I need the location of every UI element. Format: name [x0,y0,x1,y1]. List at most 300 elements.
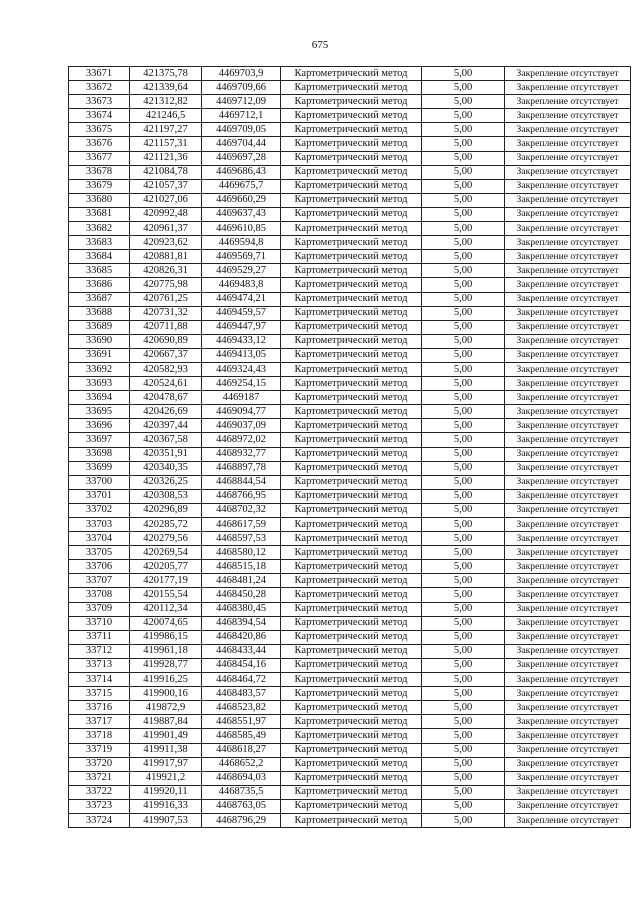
error-cell: 5,00 [422,151,505,165]
fixation-cell: Закрепление отсутствует [505,489,631,503]
y-coordinate-cell: 4468450,28 [202,588,281,602]
point-number-cell: 33687 [69,292,130,306]
page-number: 675 [311,39,329,51]
method-cell: Картометрический метод [281,630,422,644]
error-cell: 5,00 [422,123,505,137]
fixation-cell: Закрепление отсутствует [505,377,631,391]
y-coordinate-cell: 4469610,85 [202,222,281,236]
point-number-cell: 33692 [69,362,130,376]
point-number-cell: 33705 [69,546,130,560]
point-number-cell: 33709 [69,602,130,616]
x-coordinate-cell: 420308,53 [130,489,202,503]
y-coordinate-cell: 4469704,44 [202,137,281,151]
x-coordinate-cell: 421339,64 [130,81,202,95]
y-coordinate-cell: 4468380,45 [202,602,281,616]
point-number-cell: 33711 [69,630,130,644]
point-number-cell: 33675 [69,123,130,137]
fixation-cell: Закрепление отсутствует [505,461,631,475]
x-coordinate-cell: 421027,06 [130,193,202,207]
x-coordinate-cell: 420205,77 [130,560,202,574]
point-number-cell: 33688 [69,306,130,320]
x-coordinate-cell: 419911,38 [130,743,202,757]
x-coordinate-cell: 420826,31 [130,264,202,278]
fixation-cell: Закрепление отсутствует [505,109,631,123]
error-cell: 5,00 [422,503,505,517]
x-coordinate-cell: 421084,78 [130,165,202,179]
method-cell: Картометрический метод [281,109,422,123]
fixation-cell: Закрепление отсутствует [505,475,631,489]
table-row [69,348,631,362]
point-number-cell: 33689 [69,320,130,334]
error-cell: 5,00 [422,109,505,123]
fixation-cell: Закрепление отсутствует [505,687,631,701]
fixation-cell: Закрепление отсутствует [505,602,631,616]
point-number-cell: 33681 [69,207,130,221]
y-coordinate-cell: 4468551,97 [202,715,281,729]
x-coordinate-cell: 419887,84 [130,715,202,729]
table-row [69,785,631,799]
error-cell: 5,00 [422,701,505,715]
fixation-cell: Закрепление отсутствует [505,518,631,532]
table-row [69,813,631,827]
error-cell: 5,00 [422,518,505,532]
fixation-cell: Закрепление отсутствует [505,320,631,334]
method-cell: Картометрический метод [281,67,422,81]
method-cell: Картометрический метод [281,715,422,729]
error-cell: 5,00 [422,278,505,292]
method-cell: Картометрический метод [281,588,422,602]
method-cell: Картометрический метод [281,278,422,292]
fixation-cell: Закрепление отсутствует [505,644,631,658]
error-cell: 5,00 [422,813,505,827]
point-number-cell: 33680 [69,193,130,207]
y-coordinate-cell: 4469094,77 [202,405,281,419]
point-number-cell: 33713 [69,658,130,672]
y-coordinate-cell: 4469686,43 [202,165,281,179]
x-coordinate-cell: 420269,54 [130,546,202,560]
table-row [69,546,631,560]
point-number-cell: 33686 [69,278,130,292]
table-row [69,560,631,574]
fixation-cell: Закрепление отсутствует [505,278,631,292]
y-coordinate-cell: 4468420,86 [202,630,281,644]
error-cell: 5,00 [422,222,505,236]
method-cell: Картометрический метод [281,250,422,264]
x-coordinate-cell: 421312,82 [130,95,202,109]
table-row [69,137,631,151]
y-coordinate-cell: 4469483,8 [202,278,281,292]
point-number-cell: 33698 [69,447,130,461]
method-cell: Картометрический метод [281,433,422,447]
fixation-cell: Закрепление отсутствует [505,264,631,278]
table-row [69,207,631,221]
fixation-cell: Закрепление отсутствует [505,799,631,813]
method-cell: Картометрический метод [281,616,422,630]
point-number-cell: 33718 [69,729,130,743]
point-number-cell: 33716 [69,701,130,715]
table-row [69,489,631,503]
error-cell: 5,00 [422,377,505,391]
fixation-cell: Закрепление отсутствует [505,503,631,517]
table-row [69,630,631,644]
table-row [69,193,631,207]
x-coordinate-cell: 420690,89 [130,334,202,348]
method-cell: Картометрический метод [281,151,422,165]
method-cell: Картометрический метод [281,292,422,306]
fixation-cell: Закрепление отсутствует [505,250,631,264]
point-number-cell: 33710 [69,616,130,630]
table-row [69,377,631,391]
x-coordinate-cell: 419872,9 [130,701,202,715]
method-cell: Картометрический метод [281,207,422,221]
error-cell: 5,00 [422,630,505,644]
table-row [69,109,631,123]
error-cell: 5,00 [422,757,505,771]
point-number-cell: 33703 [69,518,130,532]
method-cell: Картометрический метод [281,447,422,461]
table-row [69,475,631,489]
error-cell: 5,00 [422,560,505,574]
method-cell: Картометрический метод [281,489,422,503]
point-number-cell: 33701 [69,489,130,503]
error-cell: 5,00 [422,644,505,658]
x-coordinate-cell: 420074,65 [130,616,202,630]
fixation-cell: Закрепление отсутствует [505,236,631,250]
y-coordinate-cell: 4469037,09 [202,419,281,433]
error-cell: 5,00 [422,292,505,306]
x-coordinate-cell: 420478,67 [130,391,202,405]
point-number-cell: 33671 [69,67,130,81]
fixation-cell: Закрепление отсутствует [505,306,631,320]
point-number-cell: 33683 [69,236,130,250]
y-coordinate-cell: 4468766,95 [202,489,281,503]
method-cell: Картометрический метод [281,137,422,151]
fixation-cell: Закрепление отсутствует [505,165,631,179]
y-coordinate-cell: 4469447,97 [202,320,281,334]
y-coordinate-cell: 4468735,5 [202,785,281,799]
x-coordinate-cell: 420367,58 [130,433,202,447]
point-number-cell: 33700 [69,475,130,489]
x-coordinate-cell: 420426,69 [130,405,202,419]
table-row [69,658,631,672]
table-row [69,278,631,292]
y-coordinate-cell: 4468897,78 [202,461,281,475]
fixation-cell: Закрепление отсутствует [505,179,631,193]
x-coordinate-cell: 419961,18 [130,644,202,658]
error-cell: 5,00 [422,489,505,503]
table-row [69,715,631,729]
table-row [69,503,631,517]
table-row [69,588,631,602]
point-number-cell: 33690 [69,334,130,348]
table-row [69,95,631,109]
error-cell: 5,00 [422,602,505,616]
table-row [69,799,631,813]
table-row [69,81,631,95]
method-cell: Картометрический метод [281,658,422,672]
method-cell: Картометрический метод [281,673,422,687]
point-number-cell: 33715 [69,687,130,701]
x-coordinate-cell: 420279,56 [130,532,202,546]
error-cell: 5,00 [422,67,505,81]
x-coordinate-cell: 419917,97 [130,757,202,771]
table-row [69,433,631,447]
error-cell: 5,00 [422,348,505,362]
method-cell: Картометрический метод [281,222,422,236]
fixation-cell: Закрепление отсутствует [505,574,631,588]
fixation-cell: Закрепление отсутствует [505,207,631,221]
error-cell: 5,00 [422,461,505,475]
x-coordinate-cell: 419901,49 [130,729,202,743]
fixation-cell: Закрепление отсутствует [505,673,631,687]
x-coordinate-cell: 419986,15 [130,630,202,644]
table-row [69,574,631,588]
fixation-cell: Закрепление отсутствует [505,532,631,546]
fixation-cell: Закрепление отсутствует [505,334,631,348]
y-coordinate-cell: 4468454,16 [202,658,281,672]
point-number-cell: 33682 [69,222,130,236]
y-coordinate-cell: 4469413,05 [202,348,281,362]
y-coordinate-cell: 4469459,57 [202,306,281,320]
table-row [69,123,631,137]
error-cell: 5,00 [422,95,505,109]
y-coordinate-cell: 4469660,29 [202,193,281,207]
x-coordinate-cell: 420992,48 [130,207,202,221]
method-cell: Картометрический метод [281,461,422,475]
method-cell: Картометрический метод [281,771,422,785]
error-cell: 5,00 [422,81,505,95]
method-cell: Картометрический метод [281,165,422,179]
error-cell: 5,00 [422,165,505,179]
y-coordinate-cell: 4468394,54 [202,616,281,630]
fixation-cell: Закрепление отсутствует [505,222,631,236]
point-number-cell: 33720 [69,757,130,771]
y-coordinate-cell: 4468618,27 [202,743,281,757]
point-number-cell: 33674 [69,109,130,123]
error-cell: 5,00 [422,673,505,687]
x-coordinate-cell: 420112,34 [130,602,202,616]
error-cell: 5,00 [422,743,505,757]
y-coordinate-cell: 4469433,12 [202,334,281,348]
fixation-cell: Закрепление отсутствует [505,292,631,306]
table-row [69,306,631,320]
fixation-cell: Закрепление отсутствует [505,560,631,574]
method-cell: Картометрический метод [281,560,422,574]
point-number-cell: 33724 [69,813,130,827]
point-number-cell: 33693 [69,377,130,391]
x-coordinate-cell: 421375,78 [130,67,202,81]
x-coordinate-cell: 421246,5 [130,109,202,123]
fixation-cell: Закрепление отсутствует [505,715,631,729]
x-coordinate-cell: 419928,77 [130,658,202,672]
method-cell: Картометрический метод [281,193,422,207]
method-cell: Картометрический метод [281,348,422,362]
y-coordinate-cell: 4469529,27 [202,264,281,278]
method-cell: Картометрический метод [281,743,422,757]
method-cell: Картометрический метод [281,419,422,433]
error-cell: 5,00 [422,658,505,672]
y-coordinate-cell: 4468844,54 [202,475,281,489]
y-coordinate-cell: 4468481,24 [202,574,281,588]
point-number-cell: 33695 [69,405,130,419]
point-number-cell: 33696 [69,419,130,433]
error-cell: 5,00 [422,588,505,602]
table-row [69,67,631,81]
method-cell: Картометрический метод [281,785,422,799]
table-row [69,701,631,715]
fixation-cell: Закрепление отсутствует [505,193,631,207]
y-coordinate-cell: 4469324,43 [202,362,281,376]
point-number-cell: 33722 [69,785,130,799]
error-cell: 5,00 [422,306,505,320]
x-coordinate-cell: 420155,54 [130,588,202,602]
y-coordinate-cell: 4469569,71 [202,250,281,264]
table-row [69,729,631,743]
x-coordinate-cell: 420731,32 [130,306,202,320]
point-number-cell: 33723 [69,799,130,813]
y-coordinate-cell: 4468464,72 [202,673,281,687]
method-cell: Картометрический метод [281,320,422,334]
fixation-cell: Закрепление отсутствует [505,447,631,461]
point-number-cell: 33673 [69,95,130,109]
table-row [69,771,631,785]
error-cell: 5,00 [422,785,505,799]
y-coordinate-cell: 4468694,03 [202,771,281,785]
method-cell: Картометрический метод [281,179,422,193]
fixation-cell: Закрепление отсутствует [505,729,631,743]
error-cell: 5,00 [422,799,505,813]
fixation-cell: Закрепление отсутствует [505,785,631,799]
fixation-cell: Закрепление отсутствует [505,701,631,715]
point-number-cell: 33719 [69,743,130,757]
method-cell: Картометрический метод [281,574,422,588]
x-coordinate-cell: 420351,91 [130,447,202,461]
error-cell: 5,00 [422,771,505,785]
table-row [69,236,631,250]
error-cell: 5,00 [422,729,505,743]
x-coordinate-cell: 421057,37 [130,179,202,193]
fixation-cell: Закрепление отсутствует [505,630,631,644]
y-coordinate-cell: 4468433,44 [202,644,281,658]
error-cell: 5,00 [422,715,505,729]
y-coordinate-cell: 4468796,29 [202,813,281,827]
coordinates-table [68,66,631,828]
point-number-cell: 33702 [69,503,130,517]
point-number-cell: 33704 [69,532,130,546]
error-cell: 5,00 [422,207,505,221]
fixation-cell: Закрепление отсутствует [505,813,631,827]
method-cell: Картометрический метод [281,95,422,109]
table-row [69,447,631,461]
fixation-cell: Закрепление отсутствует [505,81,631,95]
error-cell: 5,00 [422,236,505,250]
point-number-cell: 33678 [69,165,130,179]
method-cell: Картометрический метод [281,123,422,137]
method-cell: Картометрический метод [281,757,422,771]
x-coordinate-cell: 420582,93 [130,362,202,376]
error-cell: 5,00 [422,250,505,264]
error-cell: 5,00 [422,616,505,630]
x-coordinate-cell: 419921,2 [130,771,202,785]
fixation-cell: Закрепление отсутствует [505,419,631,433]
table-row [69,419,631,433]
x-coordinate-cell: 421197,27 [130,123,202,137]
table-row [69,292,631,306]
y-coordinate-cell: 4469187 [202,391,281,405]
table-row [69,673,631,687]
y-coordinate-cell: 4468483,57 [202,687,281,701]
x-coordinate-cell: 419907,53 [130,813,202,827]
error-cell: 5,00 [422,179,505,193]
x-coordinate-cell: 420326,25 [130,475,202,489]
table-row [69,334,631,348]
error-cell: 5,00 [422,574,505,588]
point-number-cell: 33717 [69,715,130,729]
x-coordinate-cell: 419916,25 [130,673,202,687]
x-coordinate-cell: 419920,11 [130,785,202,799]
method-cell: Картометрический метод [281,729,422,743]
method-cell: Картометрический метод [281,334,422,348]
y-coordinate-cell: 4469697,28 [202,151,281,165]
method-cell: Картометрический метод [281,546,422,560]
table-row [69,165,631,179]
y-coordinate-cell: 4469703,9 [202,67,281,81]
method-cell: Картометрический метод [281,391,422,405]
fixation-cell: Закрепление отсутствует [505,546,631,560]
table-row [69,743,631,757]
table-row [69,616,631,630]
table-row [69,320,631,334]
x-coordinate-cell: 420667,37 [130,348,202,362]
table-row [69,222,631,236]
error-cell: 5,00 [422,193,505,207]
y-coordinate-cell: 4468597,53 [202,532,281,546]
point-number-cell: 33712 [69,644,130,658]
x-coordinate-cell: 419916,33 [130,799,202,813]
method-cell: Картометрический метод [281,264,422,278]
x-coordinate-cell: 420961,37 [130,222,202,236]
error-cell: 5,00 [422,405,505,419]
error-cell: 5,00 [422,687,505,701]
x-coordinate-cell: 420285,72 [130,518,202,532]
x-coordinate-cell: 420761,25 [130,292,202,306]
error-cell: 5,00 [422,447,505,461]
point-number-cell: 33685 [69,264,130,278]
point-number-cell: 33672 [69,81,130,95]
fixation-cell: Закрепление отсутствует [505,771,631,785]
table-row [69,532,631,546]
table-row [69,250,631,264]
method-cell: Картометрический метод [281,236,422,250]
y-coordinate-cell: 4468972,02 [202,433,281,447]
method-cell: Картометрический метод [281,644,422,658]
point-number-cell: 33691 [69,348,130,362]
fixation-cell: Закрепление отсутствует [505,588,631,602]
x-coordinate-cell: 421157,31 [130,137,202,151]
point-number-cell: 33677 [69,151,130,165]
point-number-cell: 33697 [69,433,130,447]
x-coordinate-cell: 420711,88 [130,320,202,334]
y-coordinate-cell: 4469675,7 [202,179,281,193]
method-cell: Картометрический метод [281,377,422,391]
error-cell: 5,00 [422,532,505,546]
method-cell: Картометрический метод [281,813,422,827]
y-coordinate-cell: 4468652,2 [202,757,281,771]
error-cell: 5,00 [422,320,505,334]
x-coordinate-cell: 419900,16 [130,687,202,701]
fixation-cell: Закрепление отсутствует [505,151,631,165]
x-coordinate-cell: 420397,44 [130,419,202,433]
